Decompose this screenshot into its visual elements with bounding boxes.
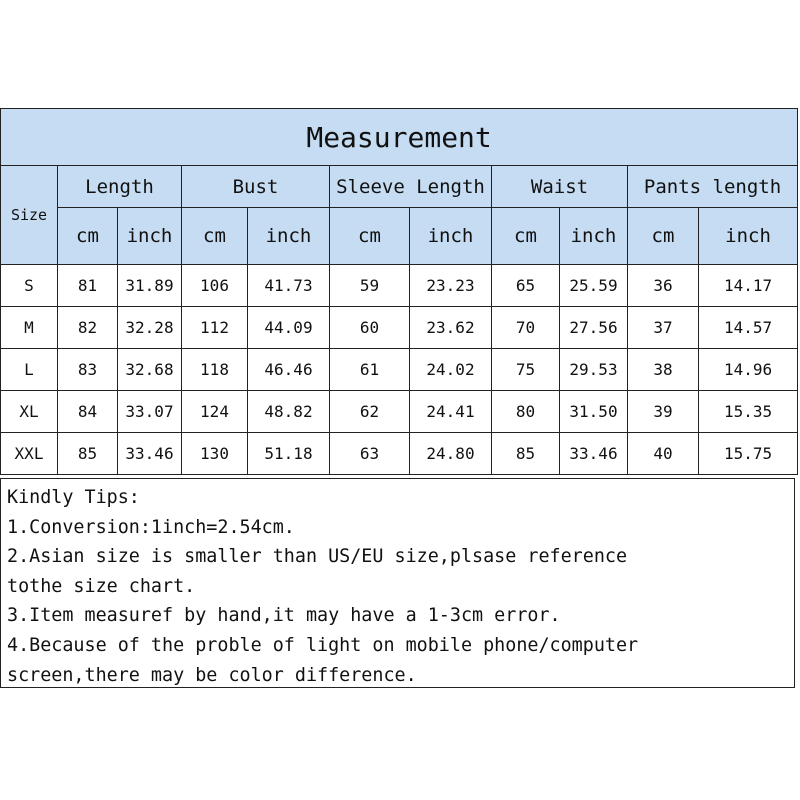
measurement-cell: 14.57	[699, 307, 798, 349]
measurement-cell: 83	[58, 349, 118, 391]
measurement-cell: 41.73	[248, 265, 330, 307]
group-header-sleeve-length: Sleeve Length	[330, 166, 492, 208]
measurement-cell: 32.68	[118, 349, 182, 391]
group-header-length: Length	[58, 166, 182, 208]
measurement-cell: 36	[628, 265, 699, 307]
measurement-cell: 15.35	[699, 391, 798, 433]
measurement-cell: 27.56	[560, 307, 628, 349]
unit-header: inch	[410, 208, 492, 265]
measurement-cell: 23.23	[410, 265, 492, 307]
measurement-cell: 85	[58, 433, 118, 475]
unit-header: cm	[628, 208, 699, 265]
measurement-cell: 85	[492, 433, 560, 475]
table-title: Measurement	[1, 109, 798, 166]
measurement-cell: 29.53	[560, 349, 628, 391]
table-body	[1, 265, 798, 475]
measurement-cell: 44.09	[248, 307, 330, 349]
size-cell: L	[1, 349, 58, 391]
tips-heading: Kindly Tips:	[7, 487, 140, 508]
measurement-cell: 24.80	[410, 433, 492, 475]
group-header-bust: Bust	[182, 166, 330, 208]
measurement-cell: 14.17	[699, 265, 798, 307]
unit-header: cm	[330, 208, 410, 265]
tip-line: 1.Conversion:1inch=2.54cm.	[7, 516, 295, 538]
measurement-cell: 32.28	[118, 307, 182, 349]
size-cell: XL	[1, 391, 58, 433]
measurement-cell: 24.41	[410, 391, 492, 433]
measurement-cell: 31.50	[560, 391, 628, 433]
table-row	[1, 391, 798, 433]
tip-line: screen,there may be color difference.	[7, 664, 417, 686]
measurement-cell: 60	[330, 307, 410, 349]
table-row	[1, 433, 798, 475]
unit-header: inch	[699, 208, 798, 265]
measurement-cell: 65	[492, 265, 560, 307]
tip-line: 4.Because of the proble of light on mobile phone/computer	[7, 634, 639, 656]
table-row	[1, 349, 798, 391]
measurement-cell: 31.89	[118, 265, 182, 307]
measurement-cell: 14.96	[699, 349, 798, 391]
group-header-waist: Waist	[492, 166, 628, 208]
measurement-cell: 112	[182, 307, 248, 349]
kindly-tips	[0, 478, 795, 688]
group-header-pants-length: Pants length	[628, 166, 798, 208]
tip-line: 3.Item measuref by hand,it may have a 1-3cm error.	[7, 605, 561, 627]
measurement-cell: 70	[492, 307, 560, 349]
measurement-cell: 124	[182, 391, 248, 433]
measurement-cell: 63	[330, 433, 410, 475]
table-row	[1, 265, 798, 307]
table-row	[1, 307, 798, 349]
measurement-cell: 80	[492, 391, 560, 433]
measurement-cell: 48.82	[248, 391, 330, 433]
size-chart	[0, 108, 797, 475]
unit-header: cm	[492, 208, 560, 265]
size-table	[0, 108, 798, 475]
measurement-cell: 62	[330, 391, 410, 433]
measurement-cell: 15.75	[699, 433, 798, 475]
size-cell: M	[1, 307, 58, 349]
unit-header: inch	[248, 208, 330, 265]
unit-header: inch	[560, 208, 628, 265]
measurement-cell: 33.46	[118, 433, 182, 475]
measurement-cell: 37	[628, 307, 699, 349]
measurement-cell: 24.02	[410, 349, 492, 391]
size-header: Size	[1, 166, 58, 265]
measurement-cell: 118	[182, 349, 248, 391]
measurement-cell: 75	[492, 349, 560, 391]
size-cell: XXL	[1, 433, 58, 475]
measurement-cell: 46.46	[248, 349, 330, 391]
tip-line: 2.Asian size is smaller than US/EU size,plsase reference	[7, 546, 628, 568]
tip-line: tothe size chart.	[7, 575, 196, 597]
measurement-cell: 61	[330, 349, 410, 391]
measurement-cell: 51.18	[248, 433, 330, 475]
measurement-cell: 23.62	[410, 307, 492, 349]
measurement-cell: 40	[628, 433, 699, 475]
measurement-cell: 84	[58, 391, 118, 433]
measurement-cell: 59	[330, 265, 410, 307]
measurement-cell: 25.59	[560, 265, 628, 307]
measurement-cell: 82	[58, 307, 118, 349]
unit-header: inch	[118, 208, 182, 265]
measurement-cell: 106	[182, 265, 248, 307]
measurement-cell: 38	[628, 349, 699, 391]
measurement-cell: 39	[628, 391, 699, 433]
unit-header: cm	[58, 208, 118, 265]
measurement-cell: 130	[182, 433, 248, 475]
measurement-cell: 81	[58, 265, 118, 307]
size-cell: S	[1, 265, 58, 307]
measurement-cell: 33.46	[560, 433, 628, 475]
measurement-cell: 33.07	[118, 391, 182, 433]
unit-header: cm	[182, 208, 248, 265]
